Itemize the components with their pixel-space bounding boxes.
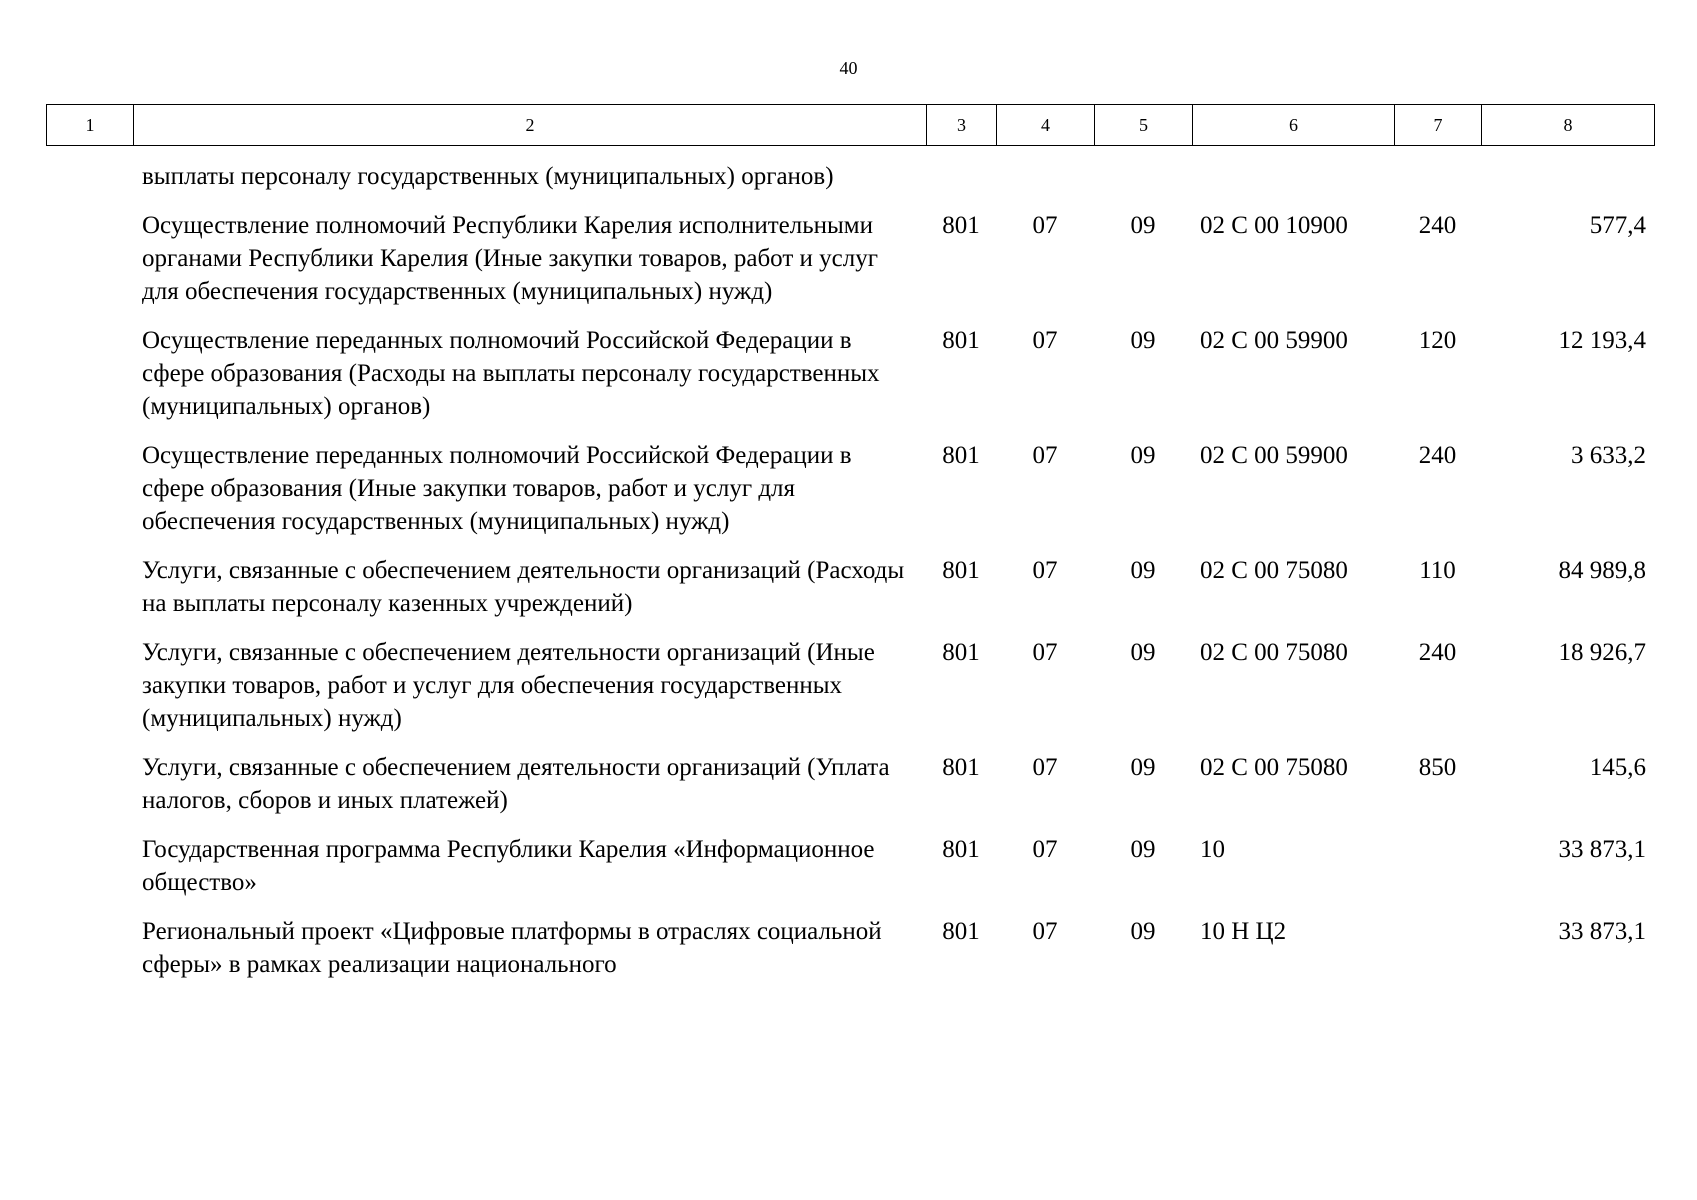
row-col-3: 801	[942, 327, 980, 354]
row-name: выплаты персоналу государственных (муниципальных) органов)	[142, 163, 834, 190]
row-col-7: 240	[1418, 442, 1457, 469]
page-number: 40	[839, 58, 858, 78]
row-col-7: 120	[1418, 327, 1457, 354]
column-header-8: 8	[1482, 105, 1655, 146]
table-row	[46, 160, 1654, 193]
row-col-5: 09	[1130, 212, 1156, 239]
row-col-5: 09	[1130, 639, 1156, 666]
table-row	[46, 833, 1654, 899]
row-col-8: 84 989,8	[1558, 557, 1646, 584]
row-name: Осуществление полномочий Республики Карелия исполнительными органами Республики Карелия (Иные закупки товаров, работ и услуг для обеспечения государственных (муниципальных) нужд)	[142, 212, 878, 305]
row-col-5: 09	[1130, 327, 1156, 354]
row-col-6: 10	[1200, 836, 1225, 863]
row-col-8: 3 633,2	[1571, 442, 1646, 469]
row-col-7	[1394, 833, 1481, 899]
row-name: Осуществление переданных полномочий Российской Федерации в сфере образования (Иные закупки товаров, работ и услуг для обеспечения государственных (муниципальных) нужд)	[142, 442, 852, 535]
row-col-3: 801	[942, 754, 980, 781]
table-row	[46, 915, 1654, 981]
row-col-5	[1094, 160, 1192, 193]
row-col-4: 07	[1032, 327, 1058, 354]
row-col-6	[1192, 160, 1394, 193]
row-col-3: 801	[942, 212, 980, 239]
row-col-5: 09	[1130, 836, 1156, 863]
column-header-2: 2	[134, 105, 927, 146]
row-col-8: 18 926,7	[1558, 639, 1646, 666]
row-col-6: 10 Н Ц2	[1200, 918, 1287, 945]
column-header-row	[47, 105, 1655, 146]
row-col-5: 09	[1130, 754, 1156, 781]
row-col-7	[1394, 160, 1481, 193]
row-col-4: 07	[1032, 639, 1058, 666]
table-body	[46, 160, 1654, 997]
table-row	[46, 554, 1654, 620]
column-header-5: 5	[1095, 105, 1193, 146]
row-col-3: 801	[942, 836, 980, 863]
row-col-7: 240	[1418, 212, 1457, 239]
row-col-8	[1481, 160, 1654, 193]
row-col-7	[1394, 915, 1481, 981]
row-col-8: 33 873,1	[1558, 836, 1646, 863]
table-row	[46, 324, 1654, 423]
column-header-3: 3	[927, 105, 997, 146]
row-col-4: 07	[1032, 557, 1058, 584]
row-col-5: 09	[1130, 442, 1156, 469]
row-col-6: 02 С 00 75080	[1200, 754, 1348, 781]
table-row	[46, 636, 1654, 735]
row-col-8: 145,6	[1589, 754, 1646, 781]
row-col-6: 02 С 00 59900	[1200, 327, 1348, 354]
row-col-4: 07	[1032, 754, 1058, 781]
row-col-4: 07	[1032, 836, 1058, 863]
row-name: Государственная программа Республики Карелия «Информационное общество»	[142, 836, 875, 896]
table-row	[46, 439, 1654, 538]
column-header-1: 1	[47, 105, 134, 146]
row-col-3: 801	[942, 918, 980, 945]
row-col-6: 02 С 00 10900	[1200, 212, 1348, 239]
table-row	[46, 209, 1654, 308]
row-col-7: 110	[1419, 557, 1456, 584]
row-col-3	[926, 160, 996, 193]
row-col-3: 801	[942, 442, 980, 469]
column-header-7: 7	[1395, 105, 1482, 146]
row-name: Услуги, связанные с обеспечением деятельности организаций (Расходы на выплаты персоналу казенных учреждений)	[142, 557, 905, 617]
row-col-4: 07	[1032, 442, 1058, 469]
row-name: Региональный проект «Цифровые платформы в отраслях социальной сферы» в рамках реализации национального	[142, 918, 882, 978]
row-col-8: 577,4	[1589, 212, 1646, 239]
row-col-3: 801	[942, 557, 980, 584]
column-header-table	[46, 104, 1655, 146]
row-col-8: 33 873,1	[1558, 918, 1646, 945]
row-col-5: 09	[1130, 918, 1156, 945]
row-col-4: 07	[1032, 918, 1058, 945]
row-col-6: 02 С 00 75080	[1200, 639, 1348, 666]
row-col-4: 07	[1032, 212, 1058, 239]
row-col-6: 02 С 00 59900	[1200, 442, 1348, 469]
row-col-4	[996, 160, 1094, 193]
row-col-5: 09	[1130, 557, 1156, 584]
row-col-8: 12 193,4	[1558, 327, 1646, 354]
row-col-6: 02 С 00 75080	[1200, 557, 1348, 584]
row-name: Услуги, связанные с обеспечением деятельности организаций (Иные закупки товаров, работ и услуг для обеспечения государственных (муниципальных) нужд)	[142, 639, 875, 732]
row-col-7: 850	[1418, 754, 1457, 781]
table-row	[46, 751, 1654, 817]
row-name: Осуществление переданных полномочий Российской Федерации в сфере образования (Расходы на выплаты персоналу государственных (муниципальных) органов)	[142, 327, 880, 420]
row-col-7: 240	[1418, 639, 1457, 666]
column-header-4: 4	[997, 105, 1095, 146]
column-header-6: 6	[1193, 105, 1395, 146]
row-name: Услуги, связанные с обеспечением деятельности организаций (Уплата налогов, сборов и иных платежей)	[142, 754, 890, 814]
row-col-3: 801	[942, 639, 980, 666]
